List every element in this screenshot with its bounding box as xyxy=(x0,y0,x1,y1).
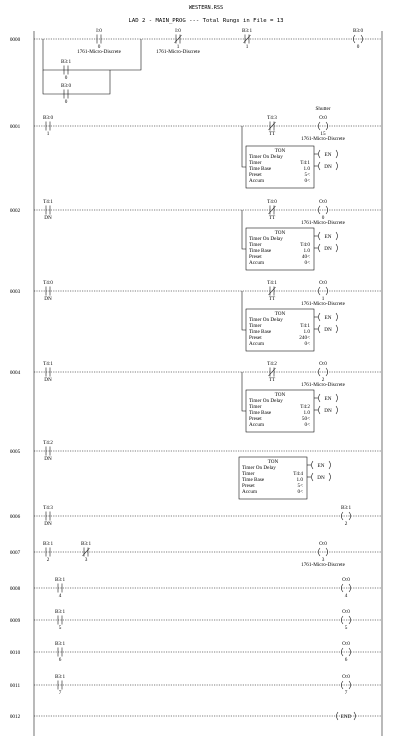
timer-field-label: Preset xyxy=(249,172,262,178)
timer-kind: TON xyxy=(274,148,286,154)
output-coil-bit: 2 xyxy=(321,377,325,383)
timer-field-label: Accum xyxy=(249,422,264,428)
rung-number: 0005 xyxy=(9,449,21,455)
output-coil-address: O:0 xyxy=(342,641,350,647)
timer-en-output-text: EN xyxy=(324,234,332,240)
contact-bit: DN xyxy=(44,521,52,527)
contact-address: T4:1 xyxy=(267,280,277,286)
contact-address: T4:0 xyxy=(267,199,277,205)
timer-dn-output-text: DN xyxy=(324,327,332,333)
contact-address: B3:1 xyxy=(60,59,72,65)
timer-en-output xyxy=(319,150,338,158)
timer-field-value: T4:0 xyxy=(300,242,310,248)
output-coil-bit: 0 xyxy=(356,44,360,50)
device-label: 1761-Micro-Discrete xyxy=(301,301,345,307)
timer-en-output-left-arc xyxy=(319,232,321,240)
timer-en-output xyxy=(319,232,338,240)
timer-block xyxy=(246,390,318,432)
rung-number: 0007 xyxy=(9,550,21,556)
output-coil-address: O:0 xyxy=(342,609,350,615)
contact-address: B3:1 xyxy=(80,541,92,547)
branch-wire xyxy=(43,70,110,94)
timer-field-label: Time Base xyxy=(242,477,265,483)
contact-nc-slash xyxy=(244,35,251,43)
contact-bit: 0 xyxy=(97,44,101,50)
contact-address: B3:1 xyxy=(54,641,66,647)
contact-address: T4:3 xyxy=(267,115,277,121)
contact-bit: DN xyxy=(44,377,52,383)
timer-en-output xyxy=(319,394,338,402)
timer-field-value: 1.0 xyxy=(303,329,310,335)
timer-field-value: 5< xyxy=(304,172,310,178)
output-coil-address: O:0 xyxy=(342,674,350,680)
timer-field-value: 240< xyxy=(299,335,310,341)
timer-en-output-right-arc xyxy=(336,232,338,240)
rung-number: 0004 xyxy=(9,370,21,376)
contact-bit: 0 xyxy=(64,99,68,105)
timer-dn-output-left-arc xyxy=(319,325,321,333)
timer-en-output xyxy=(312,461,331,469)
contact-bit: TT xyxy=(268,377,276,383)
output-coil-bit: 7 xyxy=(344,690,348,696)
timer-field-label: Time Base xyxy=(249,410,272,416)
timer-dn-output xyxy=(312,473,331,481)
output-coil-address: O:0 xyxy=(319,361,327,367)
contact-bit: TT xyxy=(268,131,276,137)
output-coil-address: O:0 xyxy=(319,280,327,286)
contact-bit: 7 xyxy=(58,690,62,696)
rung-number: 0001 xyxy=(9,124,21,130)
timer-dn-output xyxy=(319,162,338,170)
timer-en-output-right-arc xyxy=(336,313,338,321)
timer-dn-output-right-arc xyxy=(336,162,338,170)
timer-field-label: Accum xyxy=(242,489,257,495)
timer-kind: TON xyxy=(274,392,286,398)
contact-address: B3:1 xyxy=(241,28,253,34)
device-label: 1761-Micro-Discrete xyxy=(301,562,345,568)
contact-nc-slash xyxy=(83,548,90,556)
contact-address: T4:0 xyxy=(43,280,53,286)
timer-field-value: 1.0 xyxy=(303,248,310,254)
output-coil-bit: 1 xyxy=(321,296,325,302)
contact-bit: 2 xyxy=(46,557,50,563)
timer-en-output-left-arc xyxy=(319,394,321,402)
timer-kind: TON xyxy=(274,230,286,236)
output-coil-bit: 3 xyxy=(321,557,325,563)
timer-branch xyxy=(242,291,246,330)
contact-address: T4:2 xyxy=(267,361,277,367)
rung-number: 0011 xyxy=(9,683,21,689)
timer-dn-output-right-arc xyxy=(329,473,331,481)
output-coil-bit: 2 xyxy=(344,521,348,527)
timer-field-value: 0< xyxy=(297,489,303,495)
contact-address: T4:2 xyxy=(43,440,53,446)
rung-number: 0006 xyxy=(9,514,21,520)
timer-field-value: 5< xyxy=(297,483,303,489)
timer-en-output xyxy=(319,313,338,321)
contact-bit: 1 xyxy=(176,44,180,50)
rung-number: 0008 xyxy=(9,586,21,592)
contact-address: T4:1 xyxy=(43,361,53,367)
contact-bit: 6 xyxy=(58,657,62,663)
timer-field-label: Preset xyxy=(249,335,262,341)
contact-bit: 5 xyxy=(58,625,62,631)
contact-address: B3:1 xyxy=(54,674,66,680)
rung-number: 0000 xyxy=(9,37,21,43)
contact-bit: 4 xyxy=(58,593,62,599)
timer-en-output-left-arc xyxy=(312,461,314,469)
device-label: 1761-Micro-Discrete xyxy=(301,220,345,226)
device-label: 1761-Micro-Discrete xyxy=(301,382,345,388)
timer-en-output-right-arc xyxy=(336,394,338,402)
timer-dn-output xyxy=(319,406,338,414)
output-coil-address: B3:1 xyxy=(340,505,352,511)
contact-bit: TT xyxy=(268,215,276,221)
timer-field-value: T4:1 xyxy=(300,160,310,166)
timer-field-label: Accum xyxy=(249,178,264,184)
timer-block xyxy=(239,457,311,499)
timer-field-value: 0< xyxy=(304,178,310,184)
contact-address: T4:3 xyxy=(43,505,53,511)
rung-number: 0003 xyxy=(9,289,21,295)
output-coil-bit: 0 xyxy=(321,215,325,221)
device-label: 1761-Micro-Discrete xyxy=(301,136,345,142)
contact-address: B3:1 xyxy=(42,541,54,547)
timer-field-value: T4:1 xyxy=(300,323,310,329)
timer-field-label: Time Base xyxy=(249,248,272,254)
output-coil-address: O:0 xyxy=(342,577,350,583)
output-coil-address: O:0 xyxy=(319,199,327,205)
device-label: 1761-Micro-Discrete xyxy=(156,49,200,55)
timer-dn-output-left-arc xyxy=(319,406,321,414)
timer-field-value: 50< xyxy=(301,416,310,422)
contact xyxy=(267,199,277,221)
contact-bit: 1 xyxy=(245,44,249,50)
timer-en-output-text: EN xyxy=(324,152,332,158)
timer-name: Timer On Delay xyxy=(249,154,283,160)
timer-field-value: 0< xyxy=(304,260,310,266)
timer-dn-output-left-arc xyxy=(312,473,314,481)
timer-field-value: T4:4 xyxy=(293,471,303,477)
end-instruction-text: END xyxy=(340,714,352,720)
contact xyxy=(267,361,277,383)
timer-en-output-left-arc xyxy=(319,150,321,158)
timer-branch xyxy=(242,372,246,411)
timer-field-label: Time Base xyxy=(249,329,272,335)
contact-address: B3:0 xyxy=(60,83,72,89)
timer-name: Timer On Delay xyxy=(249,398,283,404)
timer-name: Timer On Delay xyxy=(249,317,283,323)
timer-dn-output-text: DN xyxy=(324,164,332,170)
timer-field-value: 0< xyxy=(304,341,310,347)
output-coil-address: O:0 xyxy=(319,541,327,547)
timer-name: Timer On Delay xyxy=(249,236,283,242)
timer-field-label: Timer xyxy=(249,404,262,410)
rung-number: 0002 xyxy=(9,208,21,214)
timer-field-label: Preset xyxy=(249,254,262,260)
output-coil-address: B3:0 xyxy=(352,28,364,34)
contact-address: B3:1 xyxy=(54,609,66,615)
output-coil-bit: 4 xyxy=(344,593,348,599)
output-coil-bit: 15 xyxy=(320,131,326,137)
output-coil-bit: 6 xyxy=(344,657,348,663)
timer-dn-output xyxy=(319,244,338,252)
timer-field-label: Accum xyxy=(249,341,264,347)
timer-field-label: Time Base xyxy=(249,166,272,172)
timer-en-output-text: EN xyxy=(324,396,332,402)
project-name: WESTERN.RSS xyxy=(188,5,224,11)
contact-bit: 3 xyxy=(84,557,88,563)
timer-en-output-text: EN xyxy=(324,315,332,321)
timer-block xyxy=(246,228,318,270)
contact-bit: 0 xyxy=(64,75,68,81)
contact-address: I:0 xyxy=(96,28,102,34)
contact-address: B3:0 xyxy=(42,115,54,121)
rung-number: 0012 xyxy=(9,714,21,720)
timer-field-value: 0< xyxy=(304,422,310,428)
timer-dn-output-right-arc xyxy=(336,244,338,252)
timer-field-label: Preset xyxy=(242,483,255,489)
timer-en-output-right-arc xyxy=(329,461,331,469)
output-description: Shutter xyxy=(315,106,331,112)
timer-field-label: Accum xyxy=(249,260,264,266)
timer-kind: TON xyxy=(274,311,286,317)
timer-dn-output xyxy=(319,325,338,333)
timer-field-label: Timer xyxy=(249,160,262,166)
timer-field-value: 40< xyxy=(301,254,310,260)
contact xyxy=(267,115,277,137)
timer-dn-output-text: DN xyxy=(317,475,325,481)
timer-en-output-text: EN xyxy=(317,463,325,469)
timer-branch xyxy=(242,126,246,167)
timer-dn-output-text: DN xyxy=(324,246,332,252)
output-coil-bit: 5 xyxy=(344,625,348,631)
contact-bit: DN xyxy=(44,296,52,302)
timer-field-value: 1.0 xyxy=(303,166,310,172)
contact-bit: DN xyxy=(44,456,52,462)
timer-branch xyxy=(242,210,246,249)
contact-bit: 1 xyxy=(46,131,50,137)
device-label: 1761-Micro-Discrete xyxy=(77,49,121,55)
timer-dn-output-left-arc xyxy=(319,244,321,252)
file-title: LAD 2 - MAIN_PROG --- Total Rungs in File = 13 xyxy=(128,18,284,24)
timer-block xyxy=(246,309,318,351)
timer-dn-output-text: DN xyxy=(324,408,332,414)
contact-bit: TT xyxy=(268,296,276,302)
timer-block xyxy=(246,146,318,188)
output-coil-address: O:0 xyxy=(319,115,327,121)
timer-field-label: Preset xyxy=(249,416,262,422)
contact-address: T4:1 xyxy=(43,199,53,205)
timer-field-value: 1.0 xyxy=(296,477,303,483)
timer-kind: TON xyxy=(267,459,279,465)
timer-field-value: 1.0 xyxy=(303,410,310,416)
timer-en-output-left-arc xyxy=(319,313,321,321)
timer-en-output-right-arc xyxy=(336,150,338,158)
timer-field-label: Timer xyxy=(249,242,262,248)
contact-address: B3:1 xyxy=(54,577,66,583)
timer-field-label: Timer xyxy=(242,471,255,477)
timer-dn-output-right-arc xyxy=(336,325,338,333)
timer-name: Timer On Delay xyxy=(242,465,276,471)
contact-bit: DN xyxy=(44,215,52,221)
contact xyxy=(267,280,277,302)
timer-dn-output-right-arc xyxy=(336,406,338,414)
rungs-layer xyxy=(10,28,382,720)
timer-field-label: Timer xyxy=(249,323,262,329)
rung-number: 0009 xyxy=(9,618,21,624)
contact-address: I:0 xyxy=(175,28,181,34)
timer-field-value: T4:2 xyxy=(300,404,310,410)
rung-number: 0010 xyxy=(9,650,21,656)
timer-dn-output-left-arc xyxy=(319,162,321,170)
